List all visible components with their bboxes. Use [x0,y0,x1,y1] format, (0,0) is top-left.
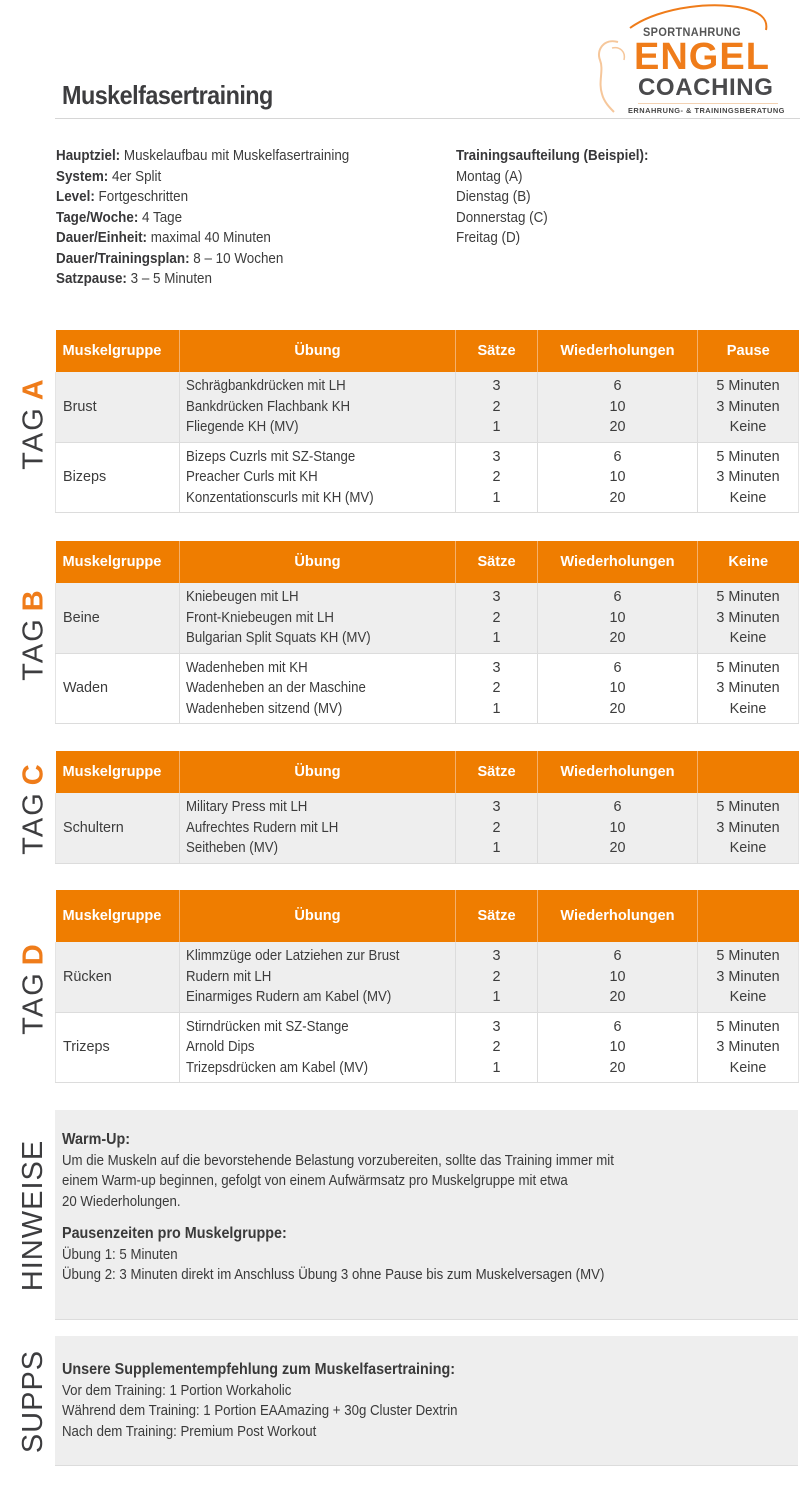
col-uebung: Übung [180,890,456,942]
info-label: Dauer/Trainingsplan: [56,250,190,267]
exercises: Klimmzüge oder Latziehen zur Brust Rudern mit LH Einarmiges Rudern am Kabel (MV) [180,942,456,1012]
exercises: Military Press mit LH Aufrechtes Rudern mit LH Seitheben (MV) [180,793,456,863]
pause-heading: Pausenzeiten pro Muskelgruppe: [62,1225,287,1242]
pause: 5 Minuten 3 Minuten Keine [698,442,799,513]
table-row [56,942,799,1012]
pause: 5 Minuten 3 Minuten Keine [698,372,799,442]
muscle-group: Trizeps [56,1012,180,1083]
day-table-d [55,890,799,1083]
info-value: maximal 40 Minuten [150,230,271,246]
sets: 3 2 1 [456,372,538,442]
reps: 6 10 20 [538,1012,698,1083]
info-label: Dauer/Einheit: [56,230,148,246]
info-value: 3 – 5 Minuten [130,271,212,287]
col-pause: Keine [698,541,799,583]
info-row-level [56,187,375,208]
brand-logo [590,2,790,114]
col-uebung: Übung [180,330,456,372]
reps: 6 10 20 [538,372,698,442]
info-label: Hauptziel: [56,148,121,164]
day-table-b [55,541,799,724]
hinweise-box [55,1110,798,1320]
info-value: 4er Split [111,168,162,185]
page-title: Muskelfasertraining [62,80,273,110]
muscle-group: Brust [56,372,180,442]
col-pause: Pause [698,330,799,372]
info-row-tage-woche [56,208,375,229]
exercises: Stirndrücken mit SZ-Stange Arnold Dips Trizepsdrücken am Kabel (MV) [180,1012,456,1083]
training-split [456,146,665,249]
logo-main-text: ENGEL [634,36,770,78]
reps: 6 10 20 [538,653,698,724]
title-divider [55,118,800,119]
info-label: System: [56,168,109,185]
split-day: Donnerstag (C) [456,209,548,226]
col-pause [698,751,799,793]
pause: 5 Minuten 3 Minuten Keine [698,583,799,653]
pause: 5 Minuten 3 Minuten Keine [698,1012,799,1083]
exercises: Kniebeugen mit LH Front-Kniebeugen mit LH Bulgarian Split Squats KH (MV) [180,583,456,653]
reps: 6 10 20 [538,793,698,863]
day-prefix: TAG [17,790,50,855]
logo-top-text: SPORTNAHRUNG [643,27,742,39]
info-label: Level: [56,189,95,205]
day-letter: B [17,587,50,611]
split-day: Dienstag (B) [456,189,531,205]
col-muskelgruppe: Muskelgruppe [56,330,180,372]
info-value: Fortgeschritten [98,189,189,205]
col-saetze: Sätze [456,890,538,942]
info-row-dauer-trainingsplan [56,249,375,270]
reps: 6 10 20 [538,442,698,513]
info-value: Muskelaufbau mit Muskelfasertraining [123,148,350,164]
table-header-row [56,890,799,942]
supps-label: SUPPS [17,1349,50,1453]
reps: 6 10 20 [538,583,698,653]
table-header-row [56,330,799,372]
col-muskelgruppe: Muskelgruppe [56,890,180,942]
sets: 3 2 1 [456,942,538,1012]
muscle-group: Beine [56,583,180,653]
table-row [56,793,799,863]
info-value: 4 Tage [142,209,183,226]
reps: 6 10 20 [538,942,698,1012]
split-day: Freitag (D) [456,230,521,246]
col-wiederholungen: Wiederholungen [538,541,698,583]
warmup-heading: Warm-Up: [62,1131,131,1148]
info-label: Tage/Woche: [56,209,139,226]
day-letter: C [17,761,50,785]
col-wiederholungen: Wiederholungen [538,330,698,372]
muscle-group: Bizeps [56,442,180,513]
col-pause [698,890,799,942]
day-prefix: TAG [17,970,50,1035]
info-row-system [56,167,375,188]
info-label: Satzpause: [56,271,127,287]
day-prefix: TAG [17,405,50,470]
day-label-a [14,330,54,516]
logo-divider [638,103,778,104]
warmup-text: Um die Muskeln auf die bevorstehende Belastung vorzubereiten, sollte das Training immer mit einem Warm-up beginnen, gefolgt von einem Aufwärmsatz pro Muskelgruppe mit etwa 20 Wiederholungen. [62,1152,614,1210]
split-day: Montag (A) [456,168,523,185]
muscle-group: Waden [56,653,180,724]
table-row [56,1012,799,1083]
info-row-dauer-einheit [56,228,375,249]
muscle-group: Rücken [56,942,180,1012]
split-heading: Trainingsaufteilung (Beispiel): [456,148,649,164]
supps-box [55,1336,798,1466]
exercises: Wadenheben mit KH Wadenheben an der Maschine Wadenheben sitzend (MV) [180,653,456,724]
table-row [56,442,799,513]
pause: 5 Minuten 3 Minuten Keine [698,653,799,724]
muscle-group: Schultern [56,793,180,863]
col-uebung: Übung [180,541,456,583]
col-saetze: Sätze [456,751,538,793]
day-label-b [14,541,54,727]
day-letter: D [17,941,50,965]
pause: 5 Minuten 3 Minuten Keine [698,793,799,863]
sets: 3 2 1 [456,583,538,653]
sets: 3 2 1 [456,442,538,513]
table-header-row [56,751,799,793]
supps-text: Vor dem Training: 1 Portion Workaholic Während dem Training: 1 Portion EAAmazing + 30g Cluster Dextrin Nach dem Training: Premium Post Workout [62,1382,458,1440]
info-value: 8 – 10 Wochen [193,250,284,267]
exercises: Schrägbankdrücken mit LH Bankdrücken Flachbank KH Fliegende KH (MV) [180,372,456,442]
col-saetze: Sätze [456,330,538,372]
day-table-c [55,751,799,864]
col-uebung: Übung [180,751,456,793]
supps-heading: Unsere Supplementempfehlung zum Muskelfasertraining: [62,1361,455,1378]
table-row [56,583,799,653]
col-wiederholungen: Wiederholungen [538,751,698,793]
table-header-row [56,541,799,583]
col-muskelgruppe: Muskelgruppe [56,751,180,793]
sets: 3 2 1 [456,793,538,863]
plan-info [56,146,375,290]
info-row-satzpause [56,269,375,290]
pause: 5 Minuten 3 Minuten Keine [698,942,799,1012]
day-prefix: TAG [17,616,50,681]
sets: 3 2 1 [456,653,538,724]
info-row-hauptziel [56,146,375,167]
table-row [56,653,799,724]
col-saetze: Sätze [456,541,538,583]
sets: 3 2 1 [456,1012,538,1083]
hinweise-label: HINWEISE [17,1139,50,1291]
logo-sub-text: COACHING [638,74,774,101]
day-table-a [55,330,799,513]
day-label-c [14,751,54,865]
exercises: Bizeps Cuzrls mit SZ-Stange Preacher Curls mit KH Konzentationscurls mit KH (MV) [180,442,456,513]
logo-tagline: ERNAHRUNG- & TRAININGSBERATUNG [628,106,785,115]
table-row [56,372,799,442]
col-wiederholungen: Wiederholungen [538,890,698,942]
day-label-d [14,890,54,1086]
day-letter: A [17,376,50,400]
col-muskelgruppe: Muskelgruppe [56,541,180,583]
pause-text: Übung 1: 5 Minuten Übung 2: 3 Minuten direkt im Anschluss Übung 3 ohne Pause bis zum Muskelversagen (MV) [62,1246,605,1283]
